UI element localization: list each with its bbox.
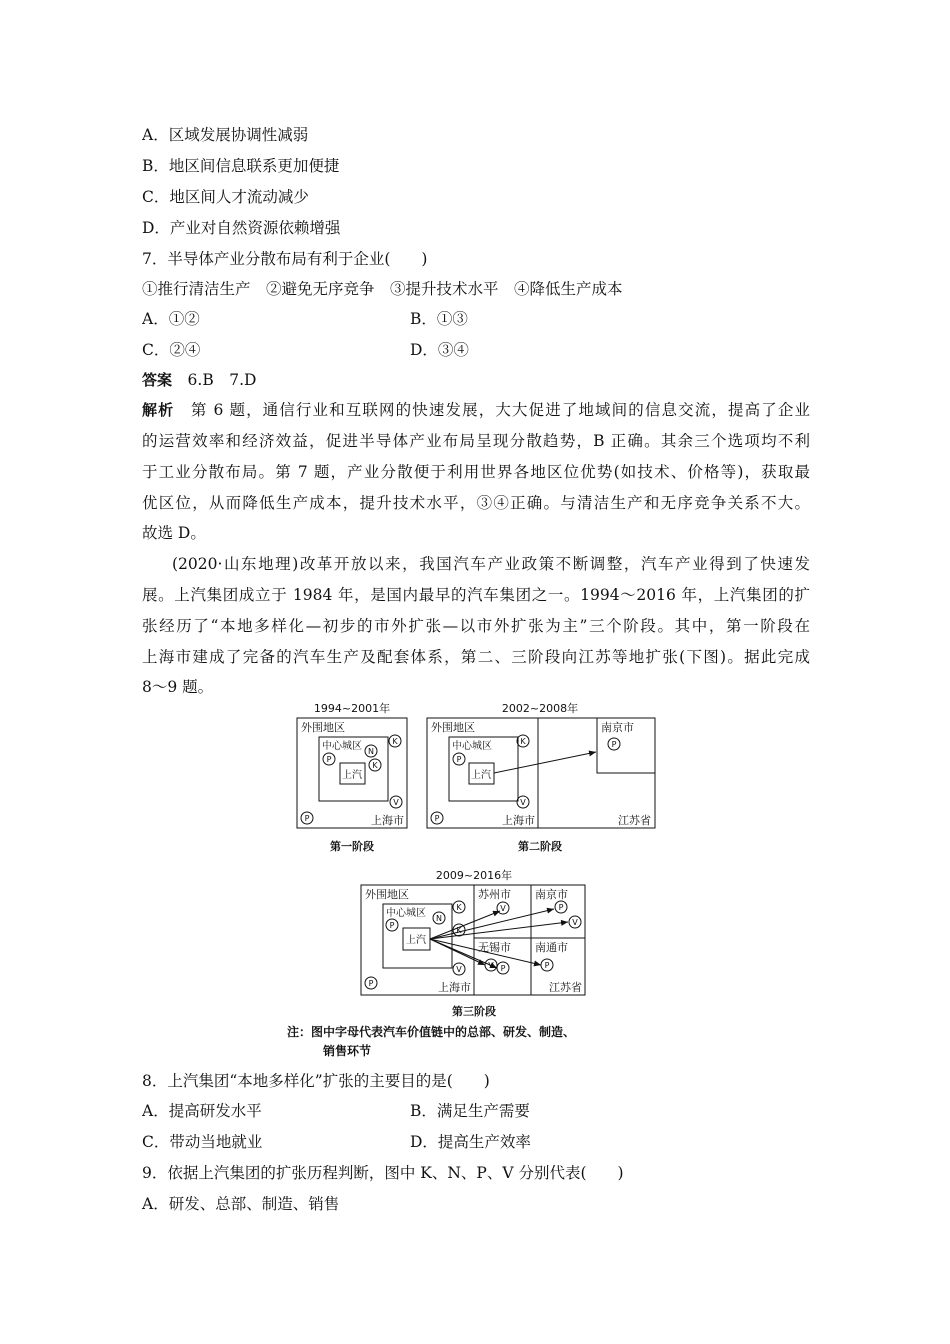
svg-text:N: N <box>436 914 442 923</box>
q8-stem: 8．上汽集团“本地多样化”扩张的主要目的是( ) <box>142 1072 490 1090</box>
svg-text:V: V <box>520 798 526 807</box>
svg-text:江苏省: 江苏省 <box>549 981 582 994</box>
passage-line-3: 张经历了“本地多样化—初步的市外扩张—以市外扩张为主”三个阶段。其中，第一阶段在 <box>142 617 810 635</box>
passage-line-2: 展。上汽集团成立于 1984 年，是国内最早的汽车集团之一。1994～2016 年，上汽集团的扩 <box>142 586 810 604</box>
q7-stem: 7．半导体产业分散布局有利于企业( ) <box>142 250 428 268</box>
q8-option-d: D．提高生产效率 <box>410 1133 531 1151</box>
q9-stem: 9．依据上汽集团的扩张历程判断，图中 K、N、P、V 分别代表( ) <box>142 1164 624 1182</box>
q7-option-d: D．③④ <box>410 341 469 359</box>
q9-option-a: A．研发、总部、制造、销售 <box>142 1195 340 1213</box>
svg-text:南通市: 南通市 <box>535 941 568 954</box>
passage-line-5: 8～9 题。 <box>142 678 214 696</box>
q8-option-a: A．提高研发水平 <box>142 1102 262 1120</box>
svg-text:K: K <box>456 903 462 912</box>
figure-note-2: 销售环节 <box>323 1044 372 1058</box>
svg-text:V: V <box>500 904 506 913</box>
figure-note-1: 注：图中字母代表汽车价值链中的总部、研发、制造、 <box>287 1025 576 1039</box>
svg-text:中心城区: 中心城区 <box>386 908 426 919</box>
svg-text:N: N <box>368 747 374 756</box>
svg-text:P: P <box>500 964 506 973</box>
analysis-label: 解析 <box>142 401 175 419</box>
svg-text:无锡市: 无锡市 <box>478 941 511 954</box>
q6-option-a: A．区域发展协调性减弱 <box>142 126 309 144</box>
q7-option-b: B．①③ <box>410 310 468 328</box>
svg-text:P: P <box>434 814 440 823</box>
answer-text: 6.B 7.D <box>187 371 257 389</box>
svg-text:K: K <box>456 926 462 935</box>
stage2-arrow <box>494 752 596 773</box>
stage1-caption: 第一阶段 <box>330 840 374 853</box>
stage2-years: 2002~2008年 <box>501 702 579 715</box>
svg-text:上汽: 上汽 <box>406 935 426 946</box>
q7-option-a: A．①② <box>142 310 200 328</box>
svg-text:外围地区: 外围地区 <box>301 721 345 734</box>
svg-text:中心城区: 中心城区 <box>452 741 492 752</box>
svg-text:P: P <box>611 740 617 749</box>
q7-choices: ①推行清洁生产 ②避免无序竞争 ③提升技术水平 ④降低生产成本 <box>142 280 623 298</box>
analysis-line-3: 于工业分散布局。第 7 题，产业分散便于利用世界各地区位优势(如技术、价格等)，获取最 <box>142 463 810 481</box>
stage1-years: 1994~2001年 <box>313 702 391 715</box>
stage3-caption: 第三阶段 <box>452 1005 496 1018</box>
svg-text:V: V <box>456 965 462 974</box>
svg-text:V: V <box>572 918 578 927</box>
stage2-caption: 第二阶段 <box>518 840 562 853</box>
svg-text:上海市: 上海市 <box>502 814 535 827</box>
svg-text:上海市: 上海市 <box>371 814 404 827</box>
svg-text:P: P <box>389 921 395 930</box>
stage3-jiangsu-box <box>474 885 585 995</box>
svg-text:K: K <box>520 737 526 746</box>
svg-text:P: P <box>326 755 332 764</box>
svg-text:P: P <box>368 979 374 988</box>
svg-text:南京市: 南京市 <box>601 721 634 734</box>
svg-text:K: K <box>372 761 378 770</box>
q6-option-d: D．产业对自然资源依赖增强 <box>142 219 341 237</box>
svg-text:上海市: 上海市 <box>438 981 471 994</box>
svg-text:中心城区: 中心城区 <box>322 741 362 752</box>
q6-option-c: C．地区间人才流动减少 <box>142 188 309 206</box>
svg-text:V: V <box>393 798 399 807</box>
q6-option-b: B．地区间信息联系更加便捷 <box>142 157 340 175</box>
q8-option-b: B．满足生产需要 <box>410 1102 530 1120</box>
svg-text:苏州市: 苏州市 <box>478 888 511 901</box>
svg-text:南京市: 南京市 <box>535 888 568 901</box>
passage-line-4: 上海市建成了完备的汽车生产及配套体系，第二、三阶段向江苏等地扩张(下图)。据此完成 <box>142 648 810 666</box>
analysis-line-4: 优区位，从而降低生产成本，提升技术水平，③④正确。与清洁生产和无序竞争关系不大。 <box>142 494 810 512</box>
stage3-years: 2009~2016年 <box>435 869 513 882</box>
q8-option-c: C．带动当地就业 <box>142 1133 263 1151</box>
analysis-line-2: 的运营效率和经济效益，促进半导体产业布局呈现分散趋势，B 正确。其余三个选项均不利 <box>142 432 810 450</box>
svg-text:K: K <box>392 737 398 746</box>
svg-text:外围地区: 外围地区 <box>431 721 475 734</box>
answer-label: 答案 <box>142 371 173 389</box>
svg-text:上汽: 上汽 <box>471 770 491 781</box>
svg-text:P: P <box>304 814 310 823</box>
svg-text:上汽: 上汽 <box>342 770 362 781</box>
svg-text:P: P <box>544 961 550 970</box>
passage-line-1: (2020·山东地理)改革开放以来，我国汽车产业政策不断调整，汽车产业得到了快速发 <box>172 555 810 573</box>
svg-text:P: P <box>558 903 564 912</box>
svg-text:V: V <box>488 961 494 970</box>
svg-text:P: P <box>456 755 462 764</box>
svg-text:江苏省: 江苏省 <box>618 814 651 827</box>
q7-option-c: C．②④ <box>142 341 201 359</box>
svg-text:外围地区: 外围地区 <box>365 888 409 901</box>
analysis-line-5: 故选 D。 <box>142 524 206 542</box>
analysis-line-1: 解析 第 6 题，通信行业和互联网的快速发展，大大促进了地域间的信息交流，提高了企业 <box>142 401 810 419</box>
